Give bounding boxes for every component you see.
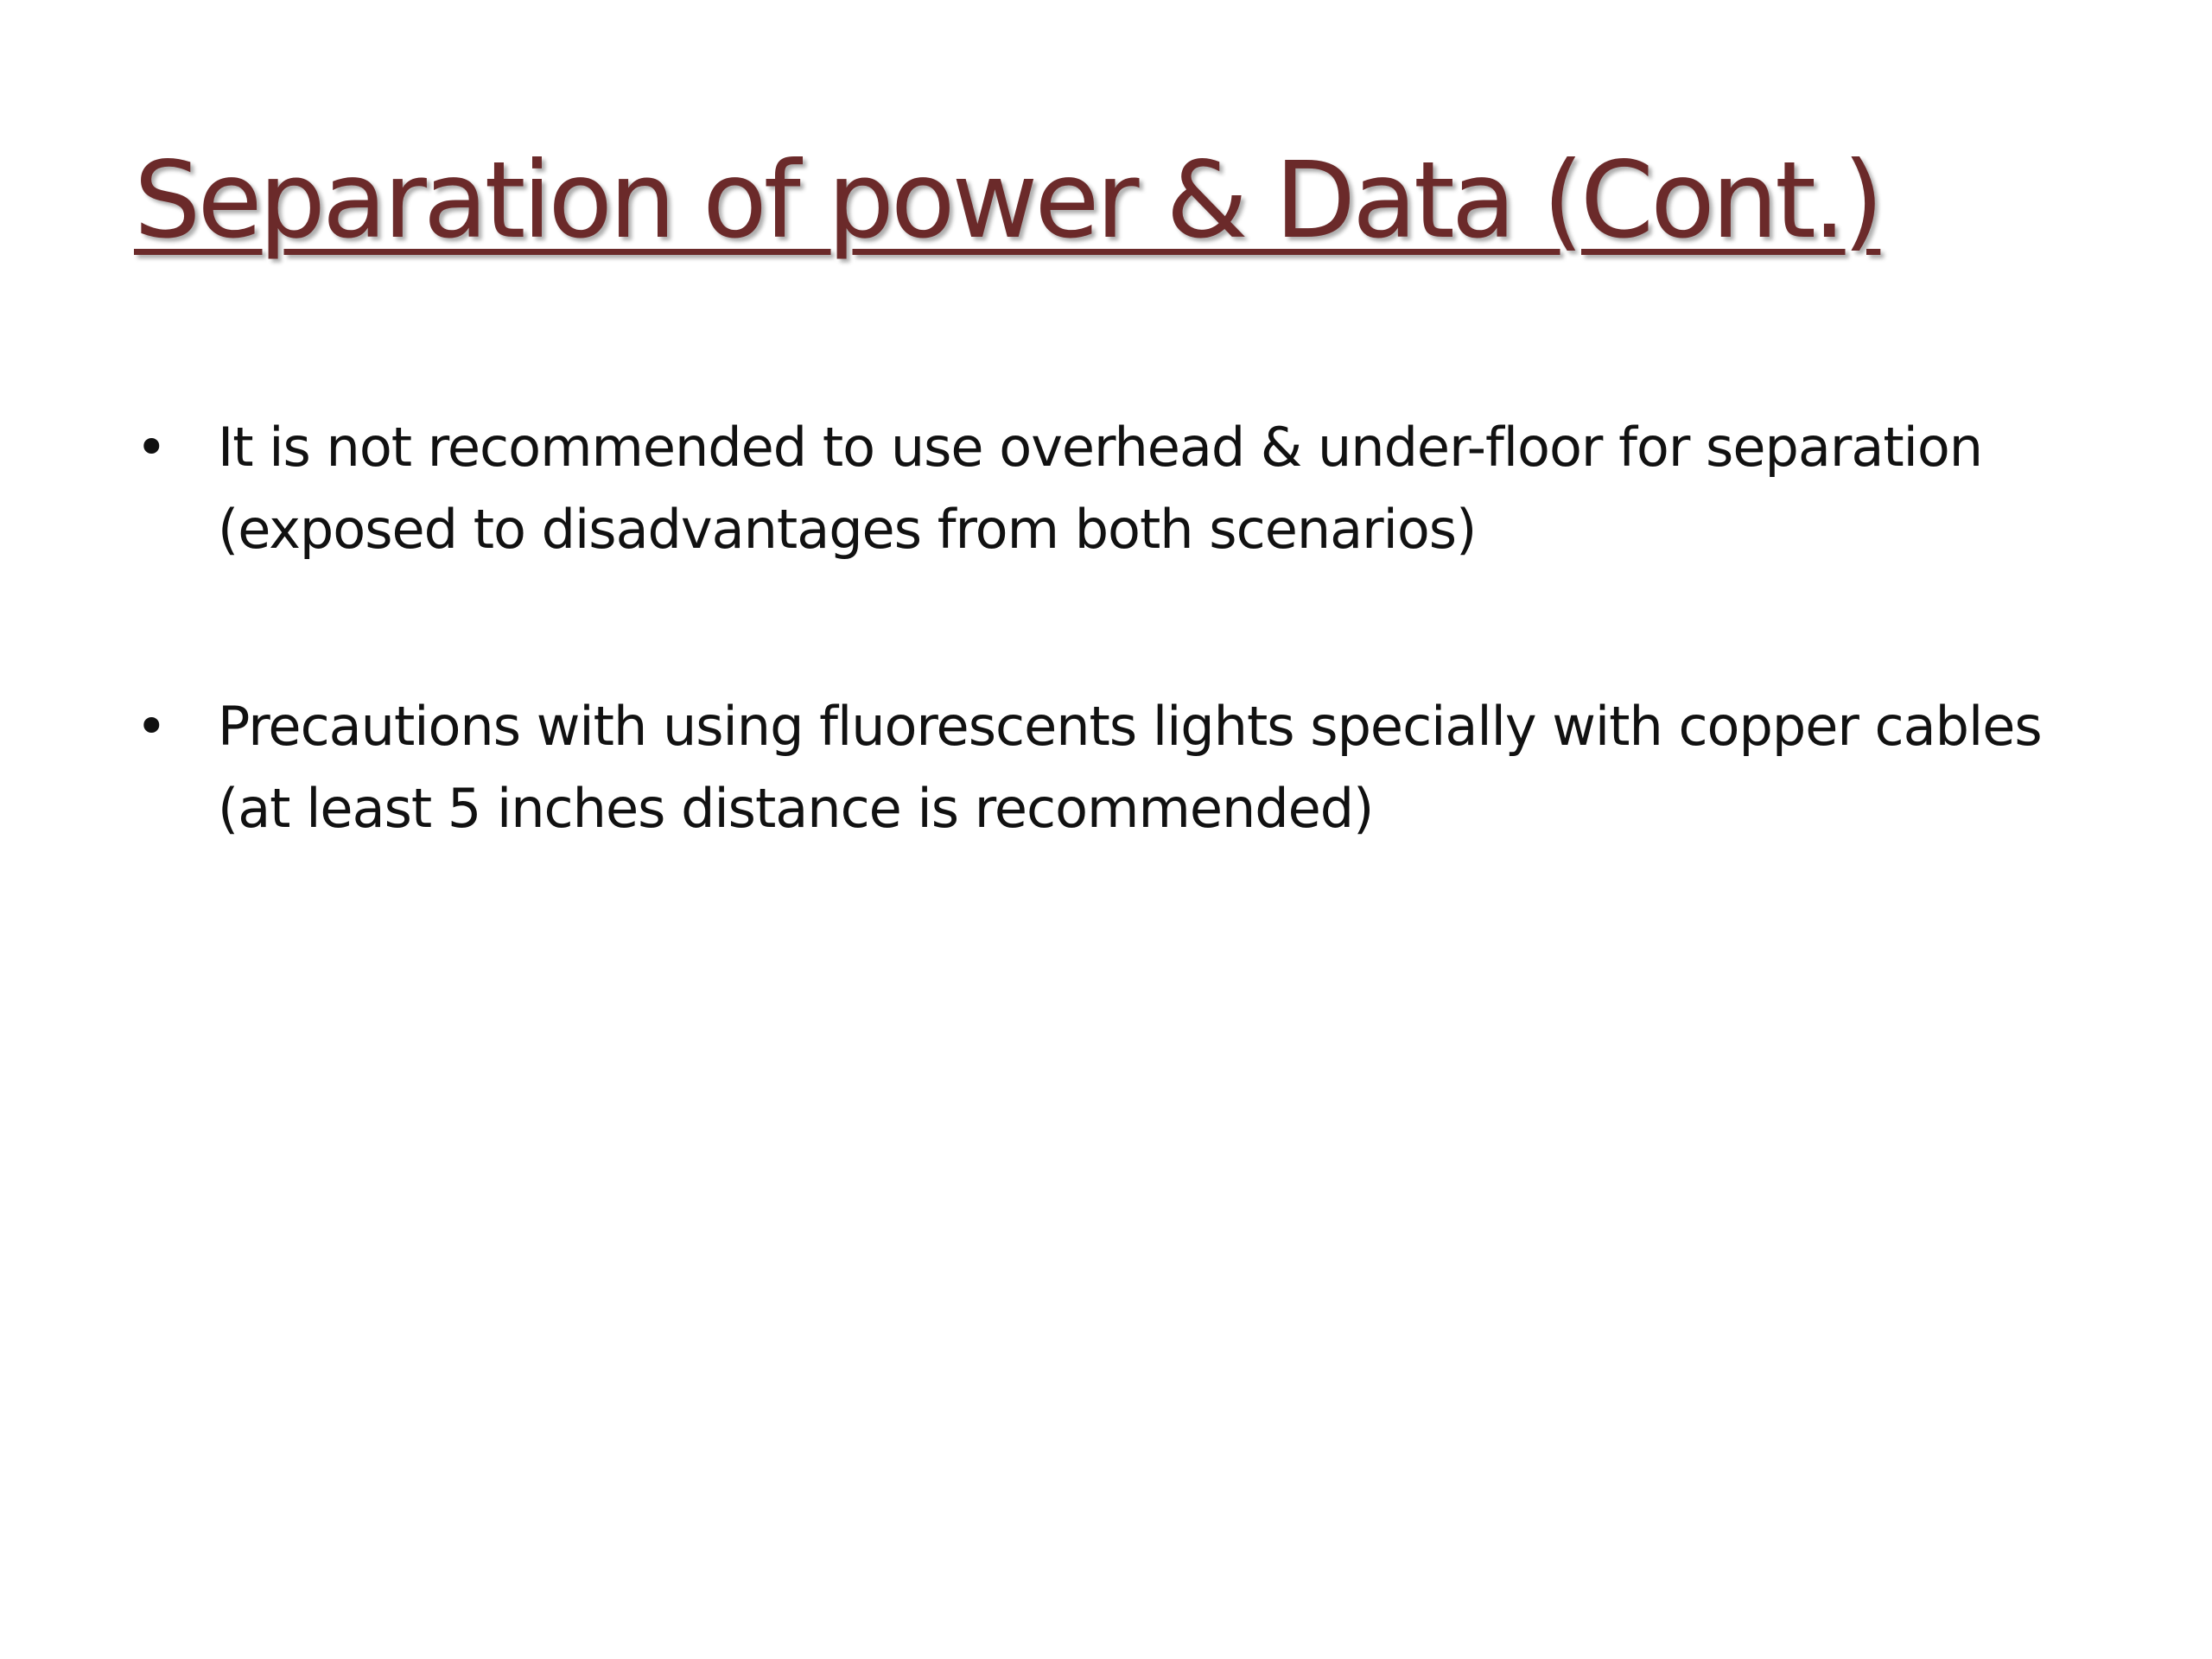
bullet-dot-icon: • — [136, 416, 167, 479]
bullet-text: It is not recommended to use overhead & under-floor for separation (exposed to disadvantages from both scenarios) — [218, 416, 1983, 561]
bullet-list — [130, 406, 2082, 964]
bullet-item — [130, 685, 2082, 849]
bullet-text: Precautions with using fluorescents lights specially with copper cables (at least 5 inches distance is recommended) — [218, 695, 2042, 840]
bullet-dot-icon: • — [136, 695, 167, 758]
bullet-item — [130, 406, 2082, 570]
slide-title: Separation of power & Data (Cont.) — [134, 139, 1881, 262]
